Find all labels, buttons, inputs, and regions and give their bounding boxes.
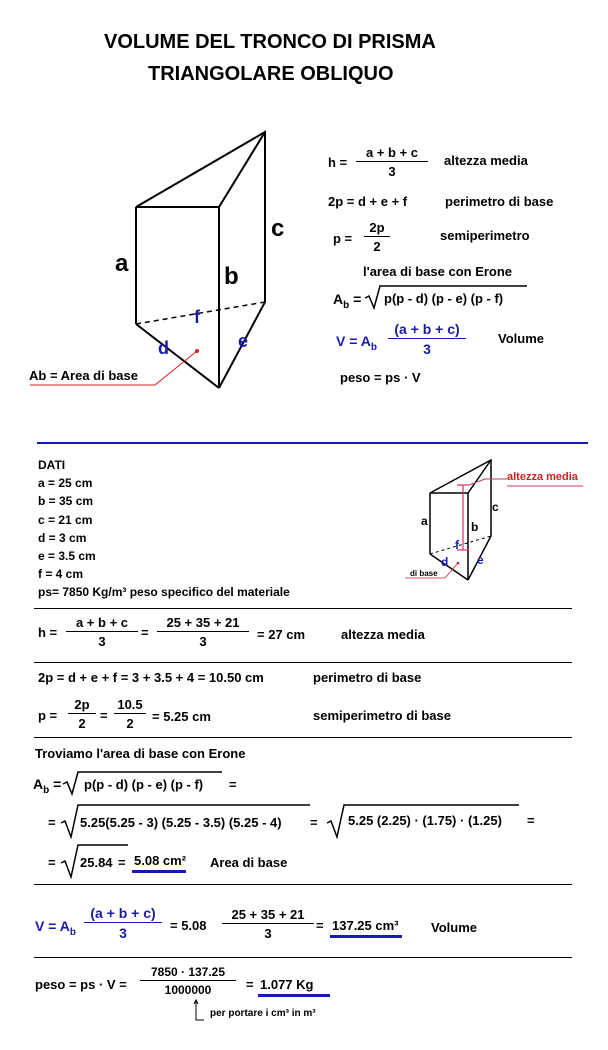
- calc-v-den1: 3: [84, 922, 162, 941]
- divider: [34, 884, 572, 885]
- calc-v-sub: b: [69, 926, 76, 938]
- divider: [34, 608, 572, 609]
- small-label-c: c: [492, 500, 499, 514]
- small-base-label: di base: [410, 569, 438, 578]
- calc-h-lhs: h =: [38, 625, 58, 640]
- perimeter-description: perimetro di base: [445, 194, 554, 209]
- calc-peso-result: 1.077 Kg: [260, 977, 314, 992]
- p-denominator: 2: [364, 236, 390, 254]
- calc-ab-end: =: [229, 777, 237, 792]
- label-e: e: [238, 331, 249, 351]
- calc-peso-eq: =: [246, 977, 254, 992]
- calc-p-lhs: p =: [38, 708, 58, 723]
- v-sub: b: [370, 341, 377, 353]
- calc-r3-pre: =: [48, 855, 56, 870]
- label-c: c: [271, 215, 285, 242]
- calc-volume-result: 137.25 cm³: [332, 918, 399, 933]
- calc-p-desc: semiperimetro di base: [313, 708, 451, 723]
- dati-line: f = 4 cm: [38, 567, 84, 582]
- calc-h-desc: altezza media: [341, 627, 425, 642]
- calc-v-mid: = 5.08: [170, 918, 207, 933]
- ab-a: A: [333, 291, 344, 307]
- p-fraction: [364, 220, 390, 254]
- calc-v-lhs: [35, 918, 76, 938]
- page-title-line2: TRIANGOLARE OBLIQUO: [148, 63, 394, 85]
- dati-line: d = 3 cm: [38, 530, 87, 545]
- v-formula-lhs: [336, 333, 377, 353]
- small-label-a: a: [421, 514, 428, 528]
- p-numerator: 2p: [369, 220, 385, 235]
- calc-v-frac2: [222, 907, 314, 941]
- label-f: f: [194, 307, 200, 327]
- calc-p-num2: 10.5: [117, 697, 143, 712]
- erone-calc-heading: Troviamo l'area di base con Erone: [35, 746, 246, 761]
- prism-diagram: [0, 120, 310, 405]
- small-label-d: d: [441, 555, 449, 569]
- small-altezza-label: altezza media: [507, 471, 578, 483]
- volume-result-underline: [330, 935, 402, 938]
- calc-h-frac2: [157, 615, 249, 649]
- calc-v-lhs-text: V = A: [35, 918, 70, 934]
- calc-v-desc: Volume: [431, 920, 477, 935]
- section-divider: [37, 442, 588, 444]
- calc-ab-lhs: [33, 776, 61, 796]
- calc-p-num1: 2p: [74, 697, 90, 712]
- calc-perimeter: 2p = d + e + f = 3 + 3.5 + 4 = 10.50 cm: [38, 670, 264, 685]
- divider: [34, 957, 572, 958]
- small-label-f: f: [455, 538, 459, 552]
- calc-peso-frac: [140, 965, 236, 997]
- p-description: semiperimetro: [440, 228, 530, 243]
- calc-h-frac1: [66, 615, 138, 649]
- calc-ab-a: A: [33, 776, 44, 792]
- calc-h-result: = 27 cm: [257, 627, 306, 642]
- dati-line: c = 21 cm: [38, 512, 93, 527]
- calc-p-frac2: [114, 697, 146, 731]
- h-fraction: [356, 145, 428, 179]
- calc-ab-sub: b: [43, 784, 50, 796]
- h-numerator: a + b + c: [365, 145, 419, 160]
- h-formula-lhs: h =: [328, 155, 348, 170]
- ab-sub: b: [343, 299, 350, 311]
- calc-p-result: = 5.25 cm: [152, 709, 211, 724]
- ab-eq: =: [353, 291, 362, 307]
- calc-peso-den: 1000000: [140, 980, 236, 997]
- v-description: Volume: [498, 331, 544, 346]
- v-numerator: (a + b + c): [394, 321, 460, 337]
- calc-ab-radicand: p(p - d) (p - e) (p - f): [84, 777, 204, 792]
- dati-line: ps= 7850 Kg/m³ peso specifico del materiale: [38, 585, 290, 600]
- page-title-line1: VOLUME DEL TRONCO DI PRISMA: [104, 31, 436, 53]
- conversion-note: per portare i cm³ in m³: [210, 1008, 316, 1019]
- perimeter-formula: 2p = d + e + f: [328, 194, 408, 209]
- calc-area-desc: Area di base: [210, 855, 288, 870]
- h-description: altezza media: [444, 153, 528, 168]
- calc-h-num1: a + b + c: [75, 615, 129, 630]
- v-fraction: [388, 321, 466, 357]
- calc-p-den2: 2: [114, 713, 146, 731]
- dati-heading: DATI: [38, 458, 66, 472]
- ab-radicand: p(p - d) (p - e) (p - f): [384, 291, 504, 306]
- calc-v-frac1: [84, 905, 162, 941]
- calc-v-eq: =: [316, 918, 324, 933]
- erone-heading: l'area di base con Erone: [363, 264, 513, 279]
- label-d: d: [158, 338, 169, 358]
- calc-r2-end: =: [527, 813, 535, 828]
- h-denominator: 3: [356, 161, 428, 179]
- calc-r2-mid: =: [310, 815, 318, 830]
- calc-v-num2: 25 + 35 + 21: [231, 907, 305, 922]
- calc-perimeter-desc: perimetro di base: [313, 670, 422, 685]
- calc-h-eq: =: [141, 625, 149, 640]
- v-lhs-text: V = A: [336, 333, 371, 349]
- p-formula-lhs: p =: [333, 231, 353, 246]
- calc-v-num1: (a + b + c): [90, 905, 156, 921]
- peso-formula: peso = ps · V: [340, 370, 421, 385]
- area-result-underline: [132, 870, 186, 873]
- peso-result-underline: [258, 994, 330, 997]
- label-b: b: [224, 263, 239, 290]
- calc-p-den1: 2: [68, 713, 96, 731]
- calc-p-frac1: [68, 697, 96, 731]
- small-label-b: b: [471, 520, 479, 534]
- calc-area-result: 5.08 cm²: [134, 853, 187, 868]
- dati-block: [38, 456, 290, 602]
- calc-r2-radicand2: 5.25 (2.25) · (1.75) · (1.25): [348, 813, 502, 828]
- dati-line: e = 3.5 cm: [38, 549, 96, 564]
- calc-r3-radicand: 25.84: [80, 855, 113, 870]
- calc-r2-radicand1: 5.25(5.25 - 3) (5.25 - 3.5) (5.25 - 4): [80, 815, 282, 830]
- calc-r3-eq: =: [118, 855, 126, 870]
- ab-formula-lhs: [333, 291, 361, 311]
- v-denominator: 3: [388, 338, 466, 357]
- small-label-e: e: [477, 553, 484, 567]
- divider: [34, 737, 572, 738]
- calc-v-den2: 3: [222, 923, 314, 941]
- dati-line: b = 35 cm: [38, 494, 94, 509]
- area-base-note: Ab = Area di base: [29, 368, 138, 383]
- calc-h-num2: 25 + 35 + 21: [166, 615, 240, 630]
- calc-r2-pre: =: [48, 815, 56, 830]
- calc-ab-eq: =: [53, 776, 62, 792]
- dati-line: a = 25 cm: [38, 476, 93, 491]
- calc-h-den2: 3: [157, 631, 249, 649]
- divider: [34, 662, 572, 663]
- calc-p-eq: =: [100, 708, 108, 723]
- calc-peso-lhs: peso = ps · V =: [35, 977, 127, 992]
- calc-peso-num: 7850 · 137.25: [150, 965, 226, 979]
- label-a: a: [115, 250, 129, 277]
- calc-h-den1: 3: [66, 631, 138, 649]
